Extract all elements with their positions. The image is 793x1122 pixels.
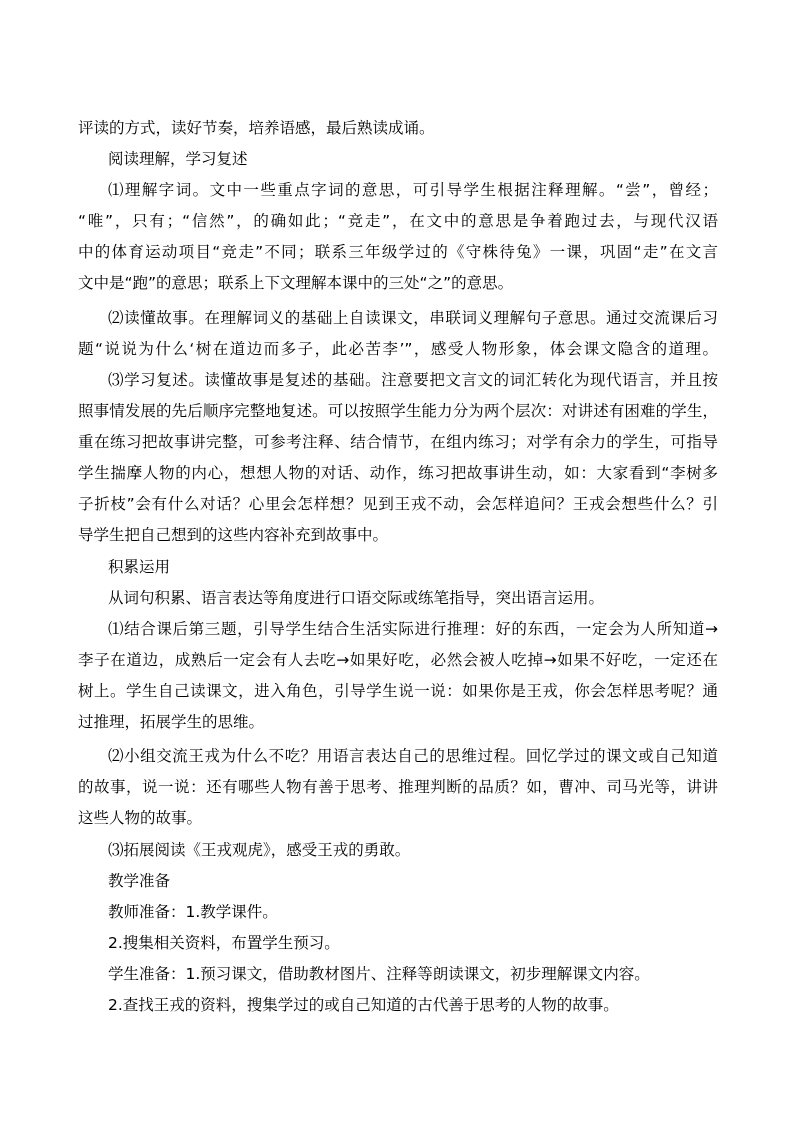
- text-line: 2.查找王戎的资料，搜集学过的或自己知道的古代善于思考的人物的故事。: [108, 996, 619, 1014]
- text-line: 学生揣摩人物的内心，想想人物的对话、动作，练习把故事讲生动，如：大家看到“李树多: [78, 464, 718, 482]
- text-line: 这些人物的故事。: [78, 809, 203, 827]
- text-line: 2.搜集相关资料，布置学生预习。: [108, 934, 340, 952]
- section-heading: 教学准备: [108, 872, 171, 890]
- text-line: 李子在道边，成熟后一定会有人去吃→如果好吃，必然会被人吃掉→如果不好吃，一定还在: [78, 651, 718, 669]
- text-line: 题“说说为什么‘树在道边而多子，此必苦李’”，感受人物形象，体会课文隐含的道理。: [78, 340, 718, 358]
- text-line: 从词句积累、语言表达等角度进行口语交际或练笔指导，突出语言运用。: [108, 589, 605, 607]
- text-line: 教师准备：1.教学课件。: [108, 903, 278, 921]
- text-line: 的故事，说一说：还有哪些人物有善于思考、推理判断的品质？如，曹冲、司马光等，讲讲: [78, 778, 718, 796]
- text-line: 过推理，拓展学生的思维。: [78, 713, 265, 731]
- text-line: ⑶学习复述。读懂故事是复述的基础。注意要把文言文的词汇转化为现代语言，并且按: [108, 371, 718, 389]
- text-line: ⑶拓展阅读《王戎观虎》，感受王戎的勇敢。: [108, 841, 411, 859]
- text-line: 导学生把自己想到的这些内容补充到故事中。: [78, 526, 389, 544]
- section-heading: 积累运用: [108, 558, 171, 576]
- text-line: ⑴理解字词。文中一些重点字词的意思，可引导学生根据注释理解。“尝”，曾经；: [108, 181, 718, 199]
- text-line: 树上。学生自己读课文，进入角色，引导学生说一说：如果你是王戎，你会怎样思考呢？通: [78, 682, 718, 700]
- text-line: 中的体育运动项目“竞走”不同；联系三年级学过的《守株待兔》一课，巩固“走”在文言: [78, 243, 718, 261]
- text-line: 评读的方式，读好节奏，培养语感，最后熟读成诵。: [78, 119, 435, 137]
- text-line: ⑵读懂故事。在理解词义的基础上自读课文，串联词义理解句子意思。通过交流课后习: [108, 309, 718, 327]
- text-line: 学生准备：1.预习课文，借助教材图片、注释等朗读课文，初步理解课文内容。: [108, 965, 650, 983]
- text-line: ⑵小组交流王戎为什么不吃？用语言表达自己的思维过程。回忆学过的课文或自己知道: [108, 747, 718, 765]
- text-line: “唯”，只有；“信然”，的确如此；“竞走”，在文中的意思是争着跑过去，与现代汉语: [78, 212, 718, 230]
- text-line: 文中是“跑”的意思；联系上下文理解本课中的三处“之”的意思。: [78, 274, 514, 292]
- text-line: ⑴结合课后第三题，引导学生结合生活实际进行推理：好的东西，一定会为人所知道→: [108, 620, 718, 638]
- text-line: 重在练习把故事讲完整，可参考注释、结合情节，在组内练习；对学有余力的学生，可指导: [78, 433, 718, 451]
- section-heading: 阅读理解，学习复述: [108, 150, 248, 168]
- text-line: 子折枝”会有什么对话？心里会怎样想？见到王戎不动，会怎样追问？王戎会想些什么？引: [78, 495, 718, 513]
- text-line: 照事情发展的先后顺序完整地复述。可以按照学生能力分为两个层次：对讲述有困难的学生，: [78, 402, 718, 420]
